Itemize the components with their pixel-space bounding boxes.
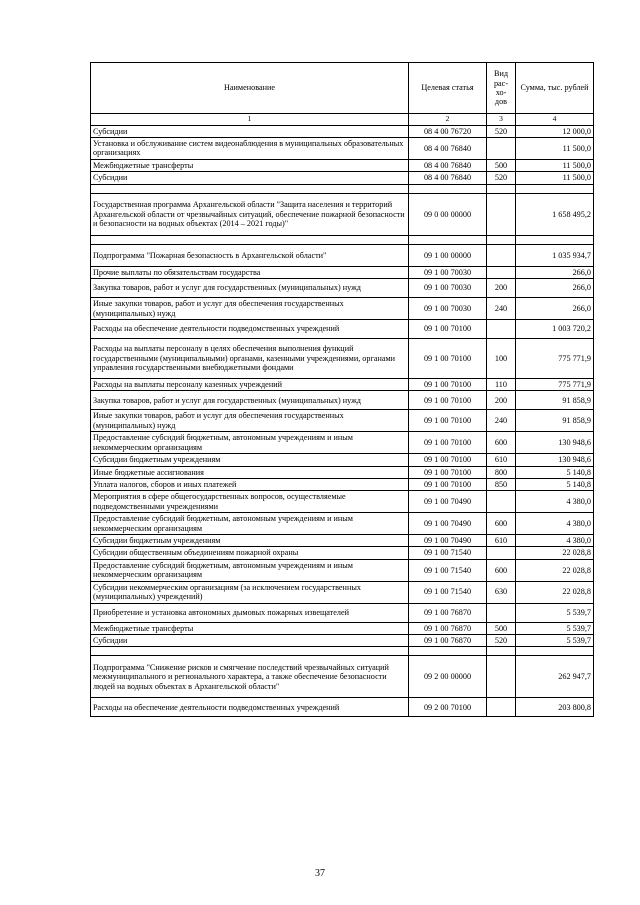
cell-expense-type <box>487 244 516 266</box>
header-amount: Сумма, тыс. рублей <box>516 63 594 114</box>
cell-name: Подпрограмма "Снижение рисков и смягчение последствий чрезвычайных ситуаций межмуниципального и регионального характера, а также обеспечение безопасности людей на водных объектах в Архангельской области" <box>91 656 409 698</box>
spacer-cell <box>409 235 487 244</box>
table-row <box>91 266 594 278</box>
cell-expense-type: 200 <box>487 279 516 298</box>
cell-amount: 22 028,8 <box>516 547 594 559</box>
cell-amount: 266,0 <box>516 266 594 278</box>
cell-expense-type <box>487 193 516 235</box>
cell-target-code: 09 1 00 70030 <box>409 279 487 298</box>
column-number-2: 2 <box>409 114 487 126</box>
cell-name: Предоставление субсидий бюджетным, автономным учреждениям и иным некоммерческим организациям <box>91 432 409 454</box>
cell-name: Расходы на обеспечение деятельности подведомственных учреждений <box>91 698 409 717</box>
cell-target-code: 09 1 00 70100 <box>409 320 487 339</box>
spacer-row <box>91 235 594 244</box>
spacer-cell <box>516 184 594 193</box>
cell-expense-type: 240 <box>487 410 516 432</box>
cell-amount: 5 539,7 <box>516 603 594 622</box>
cell-amount: 5 539,7 <box>516 635 594 647</box>
cell-name: Прочие выплаты по обязательствам государства <box>91 266 409 278</box>
cell-target-code: 09 1 00 71540 <box>409 581 487 603</box>
header-target: Целевая статья <box>409 63 487 114</box>
cell-amount: 775 771,9 <box>516 339 594 379</box>
cell-expense-type: 240 <box>487 298 516 320</box>
column-number-4: 4 <box>516 114 594 126</box>
cell-amount: 1 003 720,2 <box>516 320 594 339</box>
cell-name: Субсидии <box>91 172 409 184</box>
cell-expense-type: 110 <box>487 379 516 391</box>
cell-expense-type: 600 <box>487 559 516 581</box>
cell-target-code: 09 1 00 70100 <box>409 432 487 454</box>
table-row <box>91 656 594 698</box>
cell-expense-type: 500 <box>487 159 516 171</box>
table-row <box>91 391 594 410</box>
cell-target-code: 09 1 00 70030 <box>409 266 487 278</box>
cell-amount: 12 000,0 <box>516 125 594 137</box>
cell-amount: 11 500,0 <box>516 138 594 160</box>
cell-target-code: 09 1 00 70030 <box>409 298 487 320</box>
table-row <box>91 535 594 547</box>
cell-amount: 130 948,6 <box>516 454 594 466</box>
table-row <box>91 159 594 171</box>
cell-amount: 266,0 <box>516 279 594 298</box>
spacer-cell <box>487 184 516 193</box>
table-row <box>91 125 594 137</box>
cell-amount: 91 858,9 <box>516 391 594 410</box>
cell-expense-type: 520 <box>487 635 516 647</box>
cell-amount: 11 500,0 <box>516 159 594 171</box>
cell-name: Приобретение и установка автономных дымовых пожарных извещателей <box>91 603 409 622</box>
cell-expense-type <box>487 656 516 698</box>
cell-target-code: 09 0 00 00000 <box>409 193 487 235</box>
cell-target-code: 09 1 00 70490 <box>409 535 487 547</box>
cell-name: Расходы на обеспечение деятельности подведомственных учреждений <box>91 320 409 339</box>
cell-expense-type: 600 <box>487 513 516 535</box>
cell-target-code: 09 1 00 70100 <box>409 391 487 410</box>
table-row <box>91 698 594 717</box>
cell-expense-type <box>487 320 516 339</box>
cell-name: Установка и обслуживание систем видеонаблюдения в муниципальных образовательных организациях <box>91 138 409 160</box>
cell-expense-type <box>487 547 516 559</box>
cell-expense-type <box>487 698 516 717</box>
cell-target-code: 09 1 00 70100 <box>409 466 487 478</box>
cell-expense-type: 520 <box>487 125 516 137</box>
cell-name: Уплата налогов, сборов и иных платежей <box>91 478 409 490</box>
cell-target-code: 09 1 00 76870 <box>409 622 487 634</box>
cell-target-code: 09 1 00 76870 <box>409 603 487 622</box>
cell-name: Межбюджетные трансферты <box>91 159 409 171</box>
table-row <box>91 491 594 513</box>
cell-expense-type: 200 <box>487 391 516 410</box>
cell-name: Межбюджетные трансферты <box>91 622 409 634</box>
column-number-1: 1 <box>91 114 409 126</box>
cell-amount: 1 658 495,2 <box>516 193 594 235</box>
spacer-cell <box>91 647 409 656</box>
table-body <box>91 125 594 717</box>
cell-amount: 22 028,8 <box>516 559 594 581</box>
cell-expense-type <box>487 138 516 160</box>
table-row <box>91 466 594 478</box>
table-row <box>91 547 594 559</box>
cell-target-code: 08 4 00 76720 <box>409 125 487 137</box>
cell-expense-type: 610 <box>487 454 516 466</box>
table-row <box>91 454 594 466</box>
table-row <box>91 603 594 622</box>
cell-expense-type: 630 <box>487 581 516 603</box>
cell-name: Закупка товаров, работ и услуг для государственных (муниципальных) нужд <box>91 391 409 410</box>
cell-expense-type: 610 <box>487 535 516 547</box>
table-row <box>91 339 594 379</box>
cell-expense-type: 850 <box>487 478 516 490</box>
cell-target-code: 08 4 00 76840 <box>409 172 487 184</box>
cell-name: Расходы на выплаты персоналу казенных учреждений <box>91 379 409 391</box>
table-row <box>91 432 594 454</box>
page-number: 37 <box>315 868 325 879</box>
header-name: Наименование <box>91 63 409 114</box>
cell-amount: 5 539,7 <box>516 622 594 634</box>
cell-expense-type <box>487 491 516 513</box>
spacer-cell <box>487 647 516 656</box>
cell-target-code: 09 1 00 71540 <box>409 547 487 559</box>
table-row <box>91 622 594 634</box>
table-row <box>91 379 594 391</box>
table-row <box>91 320 594 339</box>
spacer-cell <box>91 235 409 244</box>
cell-target-code: 08 4 00 76840 <box>409 159 487 171</box>
spacer-cell <box>409 647 487 656</box>
cell-amount: 5 140,8 <box>516 466 594 478</box>
table-row <box>91 410 594 432</box>
table-row <box>91 581 594 603</box>
table-row <box>91 298 594 320</box>
cell-expense-type: 520 <box>487 172 516 184</box>
table-row <box>91 513 594 535</box>
cell-name: Иные бюджетные ассигнования <box>91 466 409 478</box>
cell-target-code: 09 1 00 70100 <box>409 379 487 391</box>
spacer-cell <box>487 235 516 244</box>
cell-name: Иные закупки товаров, работ и услуг для обеспечения государственных (муниципальных) нужд <box>91 410 409 432</box>
cell-name: Подпрограмма "Пожарная безопасность в Архангельской области" <box>91 244 409 266</box>
table-row <box>91 244 594 266</box>
cell-target-code: 09 2 00 70100 <box>409 698 487 717</box>
table-row <box>91 193 594 235</box>
column-number-row <box>91 114 594 126</box>
table-row <box>91 172 594 184</box>
spacer-cell <box>516 647 594 656</box>
cell-amount: 4 380,0 <box>516 535 594 547</box>
cell-target-code: 09 1 00 76870 <box>409 635 487 647</box>
cell-amount: 262 947,7 <box>516 656 594 698</box>
spacer-row <box>91 184 594 193</box>
cell-amount: 4 380,0 <box>516 491 594 513</box>
cell-amount: 5 140,8 <box>516 478 594 490</box>
cell-target-code: 09 1 00 70490 <box>409 491 487 513</box>
cell-name: Субсидии <box>91 125 409 137</box>
cell-expense-type <box>487 266 516 278</box>
cell-expense-type <box>487 603 516 622</box>
cell-name: Иные закупки товаров, работ и услуг для обеспечения государственных (муниципальных) нужд <box>91 298 409 320</box>
cell-amount: 4 380,0 <box>516 513 594 535</box>
cell-amount: 203 800,8 <box>516 698 594 717</box>
cell-name: Субсидии <box>91 635 409 647</box>
cell-target-code: 09 1 00 70100 <box>409 454 487 466</box>
table-row <box>91 478 594 490</box>
table-row <box>91 635 594 647</box>
table-row <box>91 279 594 298</box>
cell-name: Закупка товаров, работ и услуг для государственных (муниципальных) нужд <box>91 279 409 298</box>
table-header <box>91 63 594 126</box>
cell-target-code: 09 1 00 70100 <box>409 410 487 432</box>
cell-name: Предоставление субсидий бюджетным, автономным учреждениям и иным некоммерческим организациям <box>91 513 409 535</box>
cell-name: Субсидии бюджетным учреждениям <box>91 454 409 466</box>
cell-name: Государственная программа Архангельской области "Защита населения и территорий Архангельской области от чрезвычайных ситуаций, обеспечение пожарной безопасности и безопасности на водных объектах (2014 – 2021 годы)" <box>91 193 409 235</box>
cell-target-code: 09 1 00 00000 <box>409 244 487 266</box>
cell-name: Субсидии общественным объединениям пожарной охраны <box>91 547 409 559</box>
header-type: Вид рас- хо- дов <box>487 63 516 114</box>
cell-expense-type: 500 <box>487 622 516 634</box>
cell-amount: 1 035 934,7 <box>516 244 594 266</box>
spacer-cell <box>409 184 487 193</box>
cell-target-code: 09 2 00 00000 <box>409 656 487 698</box>
budget-table <box>90 62 594 717</box>
cell-amount: 11 500,0 <box>516 172 594 184</box>
cell-amount: 91 858,9 <box>516 410 594 432</box>
spacer-row <box>91 647 594 656</box>
table-row <box>91 138 594 160</box>
cell-target-code: 09 1 00 70100 <box>409 478 487 490</box>
cell-expense-type: 100 <box>487 339 516 379</box>
cell-target-code: 08 4 00 76840 <box>409 138 487 160</box>
cell-name: Расходы на выплаты персоналу в целях обеспечения выполнения функций государственными (муниципальными) органами, казенными учреждениями, органами управления государственными внебюджетными фондами <box>91 339 409 379</box>
cell-target-code: 09 1 00 71540 <box>409 559 487 581</box>
cell-name: Субсидии некоммерческим организациям (за исключением государственных (муниципальных) учреждений) <box>91 581 409 603</box>
cell-name: Мероприятия в сфере общегосударственных вопросов, осуществляемые подведомственными учреждениями <box>91 491 409 513</box>
spacer-cell <box>91 184 409 193</box>
cell-expense-type: 800 <box>487 466 516 478</box>
cell-name: Субсидии бюджетным учреждениям <box>91 535 409 547</box>
column-number-3: 3 <box>487 114 516 126</box>
cell-name: Предоставление субсидий бюджетным, автономным учреждениям и иным некоммерческим организациям <box>91 559 409 581</box>
cell-target-code: 09 1 00 70490 <box>409 513 487 535</box>
table-row <box>91 559 594 581</box>
cell-amount: 775 771,9 <box>516 379 594 391</box>
cell-amount: 130 948,6 <box>516 432 594 454</box>
cell-amount: 22 028,8 <box>516 581 594 603</box>
header-row <box>91 63 594 114</box>
cell-amount: 266,0 <box>516 298 594 320</box>
cell-expense-type: 600 <box>487 432 516 454</box>
cell-target-code: 09 1 00 70100 <box>409 339 487 379</box>
spacer-cell <box>516 235 594 244</box>
